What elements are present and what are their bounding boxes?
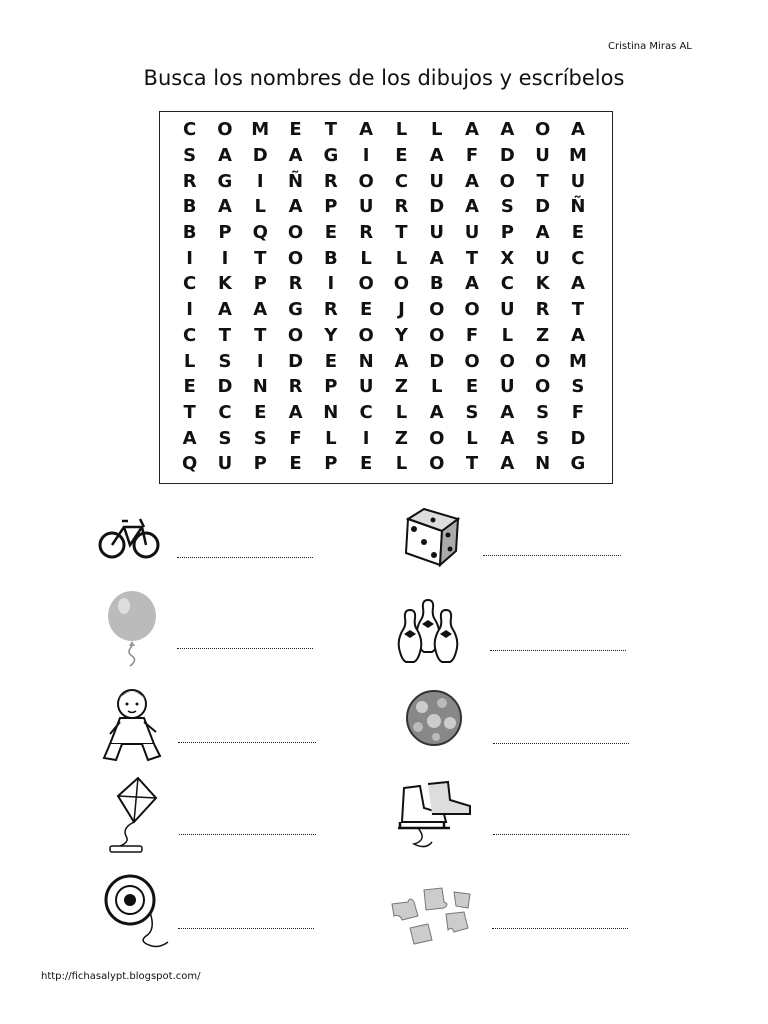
grid-letter: A xyxy=(217,196,232,218)
grid-letter: A xyxy=(288,196,303,218)
grid-letter: Q xyxy=(181,453,198,475)
grid-letter: E xyxy=(289,453,302,475)
grid-letter: T xyxy=(465,453,479,475)
author-credit: Cristina Miras AL xyxy=(608,41,692,52)
grid-letter: J xyxy=(398,299,405,321)
grid-letter: F xyxy=(571,401,585,423)
grid-letter: C xyxy=(394,170,409,192)
grid-letter: C xyxy=(571,247,585,269)
grid-letter: O xyxy=(429,299,445,321)
answer-line-8[interactable] xyxy=(493,834,629,835)
grid-letter: S xyxy=(253,427,267,449)
grid-letter: P xyxy=(324,453,338,475)
dice-icon xyxy=(400,505,464,569)
grid-letter: A xyxy=(500,119,515,141)
grid-letter: A xyxy=(288,145,303,167)
grid-letter: A xyxy=(465,273,479,295)
grid-letter: O xyxy=(287,247,304,269)
grid-letter: O xyxy=(534,376,551,398)
grid-letter: R xyxy=(288,273,303,295)
grid-letter: A xyxy=(500,427,515,449)
grid-letter: O xyxy=(429,427,445,449)
grid-letter: S xyxy=(218,427,232,449)
grid-letter: G xyxy=(323,145,339,167)
grid-letter: P xyxy=(218,222,232,244)
grid-letter: A xyxy=(429,145,444,167)
grid-letter: K xyxy=(535,273,550,295)
grid-letter: A xyxy=(570,324,585,346)
grid-letter: A xyxy=(500,453,515,475)
grid-letter: O xyxy=(393,273,410,295)
grid-letter: R xyxy=(323,170,338,192)
grid-letter: S xyxy=(536,427,550,449)
grid-letter: B xyxy=(182,196,197,218)
grid-letter: G xyxy=(217,170,233,192)
grid-letter: N xyxy=(535,453,551,475)
grid-letter: O xyxy=(464,350,480,372)
grid-letter: I xyxy=(186,247,193,269)
grid-letter: S xyxy=(500,196,514,218)
answer-line-9[interactable] xyxy=(178,928,314,929)
grid-letter: A xyxy=(217,299,232,321)
grid-letter: P xyxy=(324,376,338,398)
grid-letter: O xyxy=(358,324,374,346)
grid-letter: T xyxy=(536,170,549,192)
balloon-icon xyxy=(104,590,160,668)
grid-letter: U xyxy=(535,145,550,167)
letter-grid xyxy=(172,117,596,477)
grid-letter: P xyxy=(253,273,267,295)
grid-letter: N xyxy=(252,376,268,398)
grid-letter: R xyxy=(535,299,550,321)
grid-letter: E xyxy=(465,376,479,398)
grid-letter: D xyxy=(429,196,445,218)
grid-letter: L xyxy=(395,119,408,141)
grid-letter: G xyxy=(288,299,303,321)
grid-letter: L xyxy=(430,376,443,398)
grid-letter: S xyxy=(571,376,585,398)
yoyo-icon xyxy=(98,870,170,950)
grid-letter: Ñ xyxy=(288,170,304,192)
grid-letter: I xyxy=(327,273,335,295)
grid-letter: C xyxy=(183,119,197,141)
grid-letter: A xyxy=(465,170,479,192)
answer-line-10[interactable] xyxy=(492,928,628,929)
grid-letter: S xyxy=(465,401,479,423)
puzzle-icon xyxy=(384,884,476,950)
grid-letter: L xyxy=(501,324,514,346)
kite-icon xyxy=(104,776,162,856)
grid-letter: U xyxy=(570,170,586,192)
answer-line-6[interactable] xyxy=(493,743,629,744)
grid-letter: E xyxy=(254,401,267,423)
grid-letter: N xyxy=(323,401,339,423)
grid-letter: C xyxy=(359,401,373,423)
grid-letter: F xyxy=(289,427,302,449)
answer-line-2[interactable] xyxy=(483,555,621,556)
grid-letter: O xyxy=(429,324,445,346)
answer-line-4[interactable] xyxy=(490,650,626,651)
grid-letter: T xyxy=(218,324,232,346)
grid-letter: F xyxy=(465,145,479,167)
grid-letter: L xyxy=(395,453,408,475)
grid-letter: O xyxy=(534,119,551,141)
grid-letter: G xyxy=(570,453,586,475)
grid-letter: A xyxy=(429,401,444,423)
grid-letter: A xyxy=(500,401,515,423)
grid-letter: A xyxy=(570,119,585,141)
grid-letter: U xyxy=(464,222,480,244)
grid-letter: S xyxy=(218,350,232,372)
grid-letter: A xyxy=(465,119,479,141)
grid-letter: X xyxy=(500,247,515,269)
grid-letter: U xyxy=(217,453,233,475)
grid-letter: U xyxy=(358,196,374,218)
grid-letter: R xyxy=(288,376,303,398)
grid-letter: A xyxy=(359,119,374,141)
grid-letter: R xyxy=(182,170,197,192)
grid-letter: R xyxy=(323,299,338,321)
grid-letter: B xyxy=(429,273,444,295)
grid-letter: A xyxy=(535,222,550,244)
grid-letter: T xyxy=(395,222,408,244)
grid-letter: A xyxy=(253,299,268,321)
grid-letter: L xyxy=(395,401,408,423)
grid-letter: T xyxy=(254,247,267,269)
grid-letter: O xyxy=(358,170,374,192)
answer-line-5[interactable] xyxy=(178,742,316,743)
grid-letter: O xyxy=(287,222,304,244)
grid-letter: L xyxy=(325,427,337,449)
grid-letter: O xyxy=(217,119,233,141)
grid-letter: B xyxy=(323,247,338,269)
grid-letter: U xyxy=(535,247,550,269)
grid-letter: D xyxy=(288,350,304,372)
grid-letter: U xyxy=(429,222,445,244)
grid-letter: C xyxy=(500,273,514,295)
grid-letter: O xyxy=(499,350,515,372)
grid-letter: D xyxy=(217,376,233,398)
grid-letter: A xyxy=(288,401,303,423)
grid-letter: C xyxy=(183,324,197,346)
grid-letter: R xyxy=(359,222,374,244)
grid-letter: P xyxy=(324,196,338,218)
grid-letter: I xyxy=(256,350,264,372)
grid-letter: I xyxy=(256,170,264,192)
ball-icon xyxy=(404,689,464,747)
grid-letter: I xyxy=(186,299,193,321)
grid-letter: Z xyxy=(536,324,550,346)
grid-letter: Ñ xyxy=(570,196,586,218)
grid-letter: U xyxy=(429,170,445,192)
grid-letter: O xyxy=(464,299,480,321)
word-search-grid xyxy=(159,111,613,484)
grid-letter: M xyxy=(568,350,587,372)
grid-letter: O xyxy=(534,350,551,372)
grid-letter: L xyxy=(395,247,408,269)
grid-letter: Q xyxy=(252,222,268,244)
grid-letter: T xyxy=(254,324,267,346)
grid-letter: M xyxy=(251,119,270,141)
grid-letter: O xyxy=(499,170,515,192)
grid-letter: E xyxy=(324,350,337,372)
grid-letter: E xyxy=(289,119,302,141)
grid-letter: P xyxy=(500,222,514,244)
grid-letter: A xyxy=(182,427,197,449)
footer-url[interactable]: http://fichasalypt.blogspot.com/ xyxy=(41,971,201,982)
grid-letter: L xyxy=(183,350,196,372)
grid-letter: F xyxy=(465,324,479,346)
grid-letter: K xyxy=(217,273,232,295)
grid-letter: L xyxy=(430,119,443,141)
grid-letter: E xyxy=(571,222,585,244)
grid-letter: U xyxy=(500,299,515,321)
grid-letter: A xyxy=(394,350,409,372)
answer-line-7[interactable] xyxy=(179,834,316,835)
grid-letter: N xyxy=(358,350,374,372)
grid-letter: O xyxy=(287,324,304,346)
grid-letter: A xyxy=(570,273,585,295)
skates-icon xyxy=(388,778,474,852)
grid-letter: Z xyxy=(394,427,408,449)
grid-letter: S xyxy=(183,145,197,167)
grid-letter: C xyxy=(183,273,197,295)
grid-letter: E xyxy=(359,453,373,475)
worksheet-title: Busca los nombres de los dibujos y escríbelos xyxy=(143,66,625,90)
grid-letter: Y xyxy=(394,324,408,346)
grid-letter: M xyxy=(568,145,587,167)
grid-letter: B xyxy=(182,222,197,244)
grid-letter: D xyxy=(570,427,586,449)
grid-letter: E xyxy=(359,299,373,321)
grid-letter: E xyxy=(395,145,408,167)
grid-letter: A xyxy=(429,247,444,269)
grid-letter: L xyxy=(466,427,478,449)
grid-letter: I xyxy=(362,145,370,167)
grid-letter: T xyxy=(465,247,479,269)
doll-icon xyxy=(102,686,164,766)
grid-letter: D xyxy=(499,145,515,167)
grid-letter: A xyxy=(465,196,479,218)
grid-letter: E xyxy=(183,376,196,398)
grid-letter: U xyxy=(500,376,515,398)
grid-letter: L xyxy=(360,247,372,269)
answer-line-3[interactable] xyxy=(177,648,313,649)
grid-letter: Y xyxy=(324,324,338,346)
grid-letter: T xyxy=(183,401,196,423)
grid-letter: E xyxy=(324,222,337,244)
grid-letter: Z xyxy=(394,376,408,398)
bowling-pins-icon xyxy=(390,596,466,666)
grid-letter: L xyxy=(254,196,266,218)
grid-letter: R xyxy=(394,196,409,218)
grid-letter: D xyxy=(535,196,551,218)
grid-letter: T xyxy=(571,299,585,321)
answer-line-1[interactable] xyxy=(177,557,313,558)
grid-letter: I xyxy=(221,247,229,269)
grid-letter: S xyxy=(536,401,550,423)
grid-letter: O xyxy=(358,273,374,295)
grid-letter: A xyxy=(217,145,232,167)
grid-letter: I xyxy=(362,427,370,449)
grid-letter: O xyxy=(429,453,445,475)
grid-letter: T xyxy=(324,119,337,141)
grid-letter: U xyxy=(358,376,374,398)
grid-letter: C xyxy=(218,401,232,423)
grid-letter: D xyxy=(429,350,445,372)
bicycle-icon xyxy=(98,505,160,567)
grid-letter: P xyxy=(253,453,267,475)
grid-letter: D xyxy=(252,145,268,167)
